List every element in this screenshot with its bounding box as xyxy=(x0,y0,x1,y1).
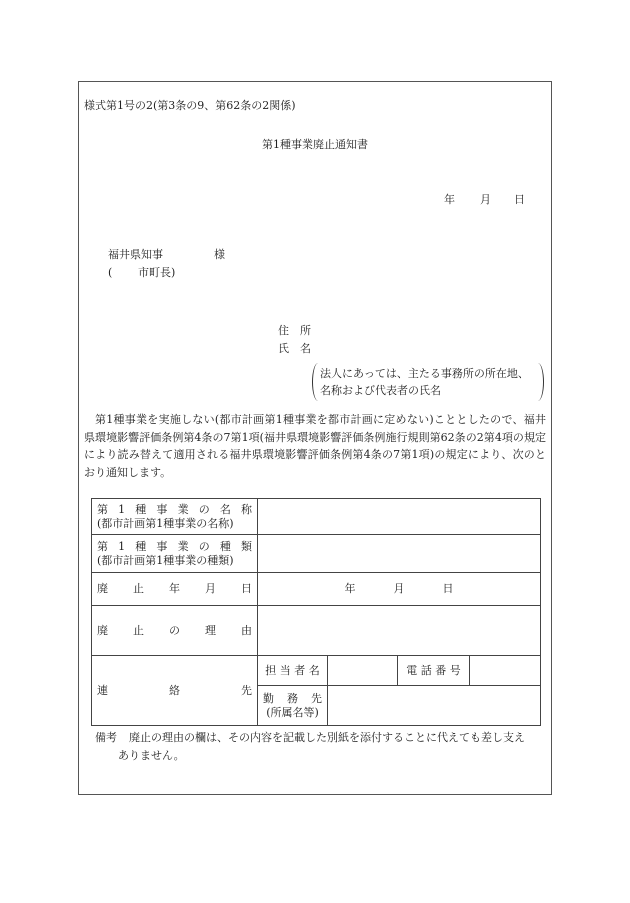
recipient-governor: 福井県知事 xyxy=(108,248,163,261)
name-label: 氏 名 xyxy=(278,342,311,355)
remarks-line2: ありません。 xyxy=(118,748,185,762)
project-type-label xyxy=(92,535,258,573)
document-title: 第1種事業廃止通知書 xyxy=(262,138,368,151)
workplace-value[interactable] xyxy=(328,686,541,726)
date-year-label: 年 xyxy=(444,193,455,206)
phone-number-value[interactable] xyxy=(470,656,541,686)
contact-label: 連 絡 先 xyxy=(92,656,258,726)
abolition-reason-value[interactable] xyxy=(258,606,541,656)
project-type-label-line2: (都市計画第1種事業の種類) xyxy=(97,553,234,567)
recipient-mayor: 市町長) xyxy=(138,266,176,279)
project-name-value[interactable] xyxy=(258,499,541,535)
abolition-date-value[interactable]: 年 月 日 xyxy=(258,573,541,606)
corporation-note-line2: 名称および代表者の氏名 xyxy=(320,384,441,397)
project-type-label-line1: 第 1 種 事 業 の 種 類 xyxy=(97,539,252,553)
corporation-note-line1: 法人にあっては、主たる事務所の所在地、 xyxy=(320,367,529,380)
left-bracket xyxy=(312,363,319,401)
right-bracket xyxy=(537,363,544,401)
notification-table xyxy=(91,498,541,726)
notification-body: 第1種事業を実施しない(都市計画第1種事業を都市計画に定めない)こととしたので、福井県環境影響評価条例第4条の7第1項(福井県環境影響評価条例施行規則第62条の2第4項の規定により読み替えて適用される福井県環境影響評価条例第4条の7第1項)の規定により、次のとおり通知します。 xyxy=(84,413,546,479)
project-type-value[interactable] xyxy=(258,535,541,573)
project-name-label-line1: 第 1 種 事 業 の 名 称 xyxy=(97,502,252,516)
person-in-charge-label: 担 当 者 名 xyxy=(258,656,328,686)
person-in-charge-value[interactable] xyxy=(328,656,398,686)
recipient-paren: ( xyxy=(108,266,113,279)
abolition-date-label: 廃 止 年 月 日 xyxy=(92,573,258,606)
abolition-reason-label: 廃 止 の 理 由 xyxy=(92,606,258,656)
date-day-label: 日 xyxy=(514,193,525,206)
phone-number-label: 電 話 番 号 xyxy=(398,656,470,686)
date-month-label: 月 xyxy=(480,193,491,206)
recipient-honorific: 様 xyxy=(214,248,225,261)
remarks-line1: 廃止の理由の欄は、その内容を記載した別紙を添付することに代えても差し支え xyxy=(129,731,525,744)
project-name-label xyxy=(92,499,258,535)
form-number-header: 様式第1号の2(第3条の9、第62条の2関係) xyxy=(84,99,296,112)
corporation-note xyxy=(312,363,544,401)
project-name-label-line2: (都市計画第1種事業の名称) xyxy=(97,516,234,530)
workplace-label: 勤 務 先 (所属名等) xyxy=(258,686,328,726)
address-label: 住 所 xyxy=(278,324,311,337)
remarks-heading: 備考 xyxy=(95,731,117,744)
